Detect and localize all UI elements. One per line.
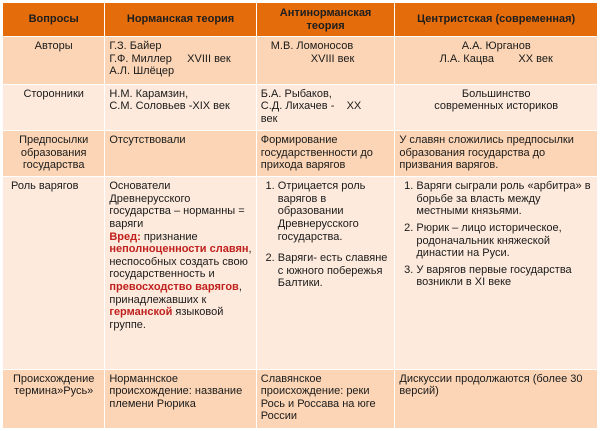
author-century: XVIII век — [310, 52, 355, 65]
list-item: 2. Варяги- есть славяне с южного побережья Балтики. — [278, 252, 391, 290]
antinormanist-list — [261, 180, 391, 290]
header-antinormanist: Антинорманская теория — [256, 3, 395, 37]
authors-label: Авторы — [3, 37, 105, 85]
preconditions-normanist: Отсутствовали — [105, 130, 256, 176]
supporter-line: современных историков — [434, 100, 559, 113]
role-text-fragment: признание — [140, 230, 198, 243]
author-line: Г.З. Байер — [109, 40, 162, 53]
row-authors — [3, 37, 598, 85]
theories-table — [2, 2, 598, 429]
list-item: 1. Варяги сыграли роль «арбитра» в борьбе за власть между местными князьями. — [416, 180, 593, 218]
supporters-centrist — [395, 84, 598, 130]
role-normanist-text: Основатели Древнерусского государства – норманны = варяги — [109, 180, 245, 231]
origin-antinormanist: Славянское происхождение: реки Рось и Россава на юге России — [256, 369, 395, 428]
supporter-line: Большинство — [461, 87, 531, 100]
row-supporters — [3, 84, 598, 130]
list-item: 1. Отрицается роль варягов в образовании Древнерусского государства. — [278, 180, 391, 243]
author-line: А.А. Юрганов — [461, 40, 531, 53]
header-questions: Вопросы — [3, 3, 105, 37]
role-centrist — [395, 177, 598, 369]
origin-normanist: Норманнское происхождение: название племени Рюрика — [105, 369, 256, 428]
header-row — [3, 3, 598, 37]
highlight-inferiority: неполноценности славян — [109, 243, 249, 256]
list-item: 2. Рюрик – лицо историческое, родоначальник княжеской династии на Руси. — [416, 222, 593, 260]
harm-label: Вред: — [109, 230, 141, 243]
supporter-line: Н.М. Карамзин, — [109, 87, 189, 100]
preconditions-label: Предпосылки образования государства — [3, 130, 105, 176]
row-origin — [3, 369, 598, 428]
supporter-line: С.Д. Лихачев - XX — [260, 100, 362, 113]
supporters-label: Сторонники — [3, 84, 105, 130]
role-normanist — [105, 177, 256, 369]
supporter-line: век — [260, 112, 278, 125]
role-text-fragment: , неспособных создать свою государственность и — [109, 243, 252, 281]
author-line: М.В. Ломоносов — [270, 40, 354, 53]
author-line: Л.А. Кацва XX век — [439, 52, 553, 65]
author-line: А.Л. Шлёцер — [109, 65, 175, 78]
role-text-fragment: , принадлежавших к — [109, 281, 242, 306]
supporters-normanist — [105, 84, 256, 130]
role-text-fragment: языковой группе. — [109, 306, 224, 331]
row-role — [3, 177, 598, 369]
supporters-antinormanist — [256, 84, 395, 130]
header-centrist: Центристская (современная) — [395, 3, 598, 37]
preconditions-antinormanist: Формирование государственности до прихода варягов — [256, 130, 395, 176]
authors-centrist — [395, 37, 598, 85]
role-label: Роль варягов — [3, 177, 105, 369]
header-normanist: Норманская теория — [105, 3, 256, 37]
highlight-superiority: превосходство варягов — [109, 281, 239, 294]
centrist-list — [399, 180, 593, 289]
authors-normanist — [105, 37, 256, 85]
highlight-germanic: германской — [109, 306, 173, 319]
origin-centrist: Дискуссии продолжаются (более 30 версий) — [395, 369, 598, 428]
preconditions-centrist: У славян сложились предпосылки образования государства до призвания варягов. — [395, 130, 598, 176]
row-preconditions — [3, 130, 598, 176]
role-antinormanist — [256, 177, 395, 369]
supporter-line: С.М. Соловьев -XIX век — [109, 100, 230, 113]
author-line: Г.Ф. Миллер XVIII век — [109, 52, 231, 65]
authors-antinormanist — [256, 37, 395, 85]
supporter-line: Б.А. Рыбаков, — [260, 87, 332, 100]
origin-label: Происхождение термина»Русь» — [3, 369, 105, 428]
list-item: 3. У варягов первые государства возникли в XI веке — [416, 264, 593, 289]
